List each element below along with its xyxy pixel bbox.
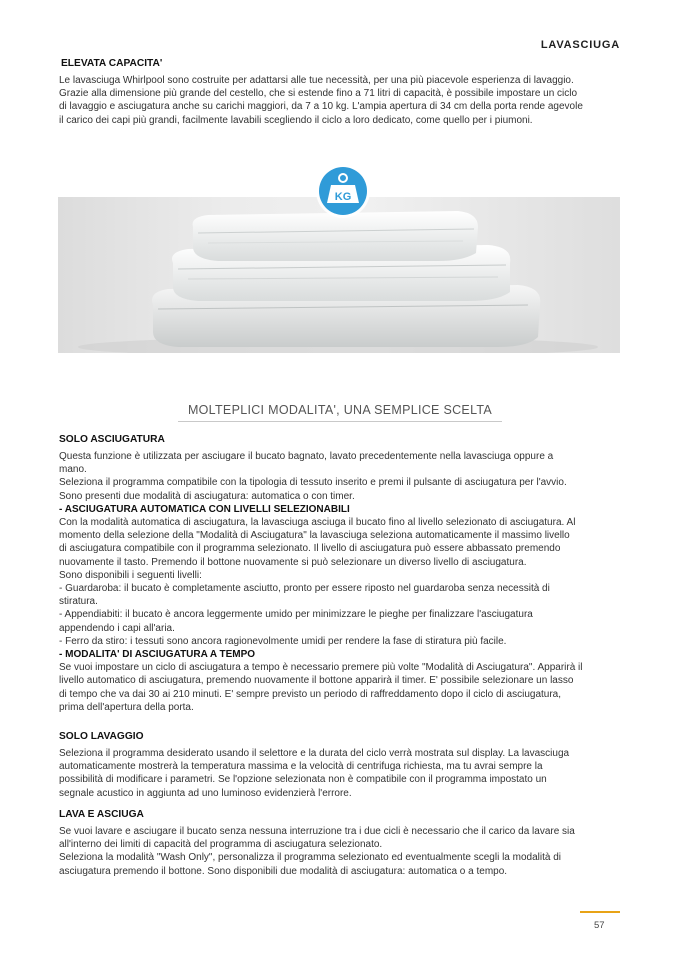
subheading-auto: - ASCIUGATURA AUTOMATICA CON LIVELLI SELEZIONABILI (59, 503, 350, 515)
folded-sheets-illustration (58, 197, 620, 353)
text-line: Seleziona la modalità "Wash Only", personalizza il programma selezionato ed eventualmente scegli la modalità di (59, 852, 561, 864)
kg-label: KG (334, 191, 352, 203)
page-number: 57 (594, 920, 605, 931)
subheading-timer: - MODALITA' DI ASCIUGATURA A TEMPO (59, 649, 256, 661)
text-line: Sono presenti due modalità di asciugatura: automatica o con timer. (59, 490, 355, 502)
heading-divider (178, 421, 502, 422)
text-line: nuovamente il tasto. Premendo il bottone nuovamente si può selezionare un diverso livello di asciugatura. (59, 556, 527, 568)
text-line: Seleziona il programma desiderato usando il selettore e la durata del ciclo verrà mostrata sul display. La lavasciuga (59, 748, 570, 759)
text-line: - Appendiabiti: il bucato è ancora leggermente umido per minimizzare le pieghe per finalizzare l'asciugatura (59, 609, 533, 621)
text-line: Sono disponibili i seguenti livelli: (59, 569, 202, 581)
text-line: livello automatico di asciugatura, premendo nuovamente il bottone apparirà il timer. E' possibile selezionare un lasso (59, 675, 574, 687)
kg-weight-icon (315, 163, 371, 219)
text-line: - Ferro da stiro: i tessuti sono ancora ragionevolmente umidi per rendere la fase di stiratura più facile. (59, 635, 507, 647)
text-line: di tempo che va dai 30 ai 210 minuti. E' sempre previsto un periodo di raffreddamento dopo il ciclo di asciugatura, (59, 688, 562, 700)
text-line: appendendo i capi all'aria. (59, 622, 175, 634)
text-line: asciugatura premendo il bottone. Sono disponibili due modalità di asciugatura: automatica o a tempo. (59, 865, 508, 877)
modes-heading: MOLTEPLICI MODALITA', UNA SEMPLICE SCELTA (187, 403, 493, 417)
lava-asciuga-title: LAVA E ASCIUGA (59, 809, 144, 820)
lava-asciuga-paragraph (59, 825, 627, 878)
footer-accent-rule (580, 911, 620, 913)
text-line: momento della selezione della "Modalità di Asciugatura" la lavasciuga seleziona automaticamente il massimo livello (59, 530, 570, 542)
text-line: stiratura. (59, 596, 98, 608)
folded-sheets-photo (58, 197, 620, 353)
solo-lavaggio-title: SOLO LAVAGGIO (59, 731, 144, 742)
text-line: di lavaggio e asciugatura anche su carichi maggiori, da 7 a 10 kg. L'ampia apertura di 34 cm della porta rende agevole (59, 101, 583, 113)
capacity-title: ELEVATA CAPACITA' (61, 58, 163, 69)
capacity-paragraph (59, 74, 627, 127)
section-label: LAVASCIUGA (540, 39, 620, 51)
text-line: Se vuoi impostare un ciclo di asciugatura a tempo è necessario premere più volte "Modalità di Asciugatura". Apparirà il (59, 662, 583, 674)
text-line: all'interno dei limiti di capacità del programma di asciugatura selezionato. (59, 839, 383, 851)
text-line: il carico dei capi più grandi, facilmente lavabili scegliendo il ciclo a loro dedicato, come quello per i piumoni. (59, 114, 533, 126)
solo-asciugatura-paragraph (59, 450, 627, 714)
text-line: Con la modalità automatica di asciugatura, la lavasciuga asciuga il bucato fino al livello selezionato di asciugatura. Al (59, 517, 576, 529)
text-line: Seleziona il programma compatibile con la tipologia di tessuto inserito e premi il pulsante di asciugatura per l'avvio. (59, 477, 567, 489)
text-line: prima dell'apertura della porta. (59, 701, 194, 713)
text-line: Le lavasciuga Whirlpool sono costruite per adattarsi alle tue necessità, per una più piacevole esperienza di lavaggio. (59, 75, 574, 86)
solo-lavaggio-paragraph (59, 747, 627, 800)
text-line: di asciugatura compatibile con il programma selezionato. Il livello di asciugatura può essere abbassato premendo (59, 543, 561, 555)
text-line: segnale acustico in aggiunta ad uno luminoso evidenzierà l'errore. (59, 787, 352, 799)
solo-asciugatura-title: SOLO ASCIUGATURA (59, 434, 165, 445)
text-line: - Guardaroba: il bucato è completamente asciutto, pronto per essere riposto nel guardaroba senza necessità di (59, 583, 550, 595)
text-line: possibilità di modificare i parametri. Se l'opzione selezionata non è compatibile con il programma impostato un (59, 774, 547, 786)
text-line: Grazie alla dimensione più grande del cestello, che si estende fino a 71 litri di capacità, è possibile impostare un ciclo (59, 88, 578, 100)
text-line: mano. (59, 464, 87, 476)
text-line: automaticamente mostrerà la temperatura massima e la velocità di centrifuga richiesta, ma tu avrai sempre la (59, 761, 543, 773)
text-line: Questa funzione è utilizzata per asciugare il bucato bagnato, lavato precedentemente nella lavasciuga oppure a (59, 451, 554, 462)
text-line: Se vuoi lavare e asciugare il bucato senza nessuna interruzione tra i due cicli è necessario che il carico da lavare sia (59, 826, 575, 837)
